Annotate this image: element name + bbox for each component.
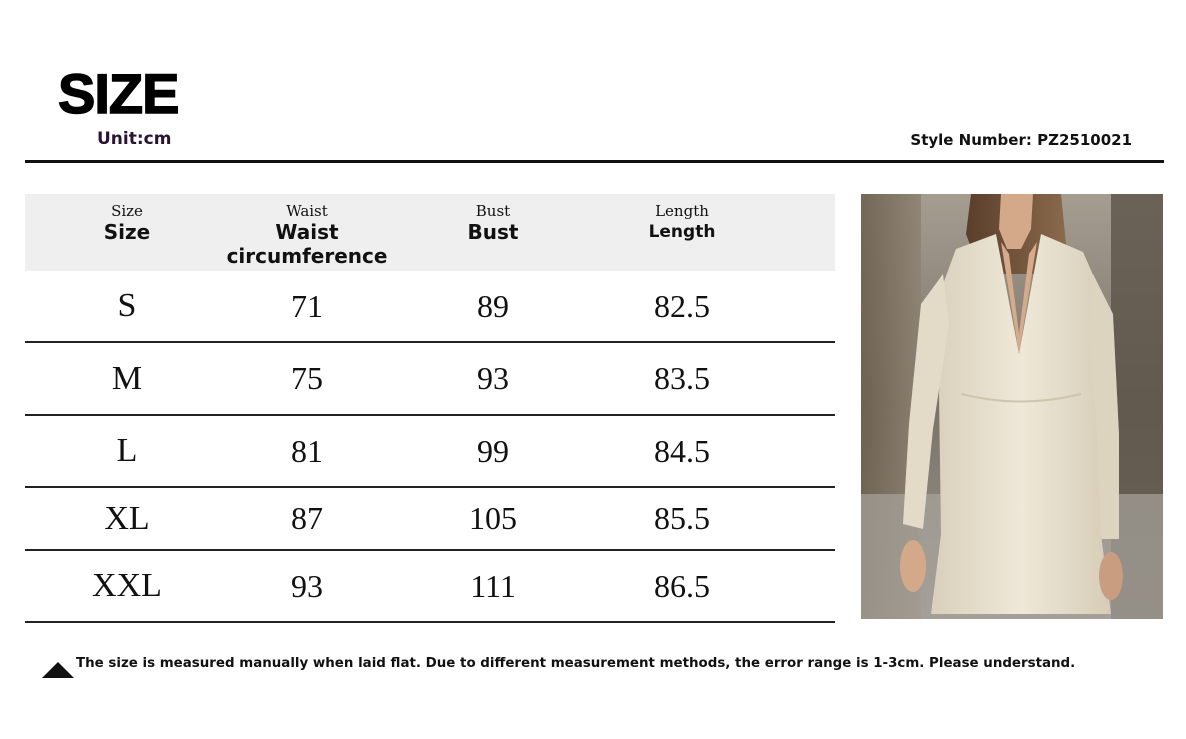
- table-row: [25, 488, 835, 551]
- cell-bust: 99: [477, 432, 509, 469]
- cell-waist: 71: [291, 287, 323, 324]
- note-text: The size is measured manually when laid flat. Due to different measurement methods, the error range is 1-3cm. Please understand.: [76, 655, 1076, 671]
- table-row: [25, 551, 835, 623]
- header-length-big: Length: [648, 222, 716, 242]
- table-header: [25, 194, 835, 271]
- cell-length: 84.5: [654, 432, 710, 469]
- table-row: [25, 271, 835, 343]
- cell-bust: 105: [469, 500, 517, 536]
- header-size-small: Size: [111, 202, 143, 220]
- size-table: [25, 194, 835, 623]
- header-length: [617, 194, 747, 271]
- cell-waist: 87: [291, 500, 323, 536]
- warning-triangle-icon: [42, 662, 74, 678]
- table-row: [25, 343, 835, 416]
- style-number: Style Number: PZ2510021: [910, 131, 1132, 149]
- header-waist-big: Waist circumference: [226, 220, 388, 268]
- cell-size: M: [111, 359, 143, 397]
- cell-size: S: [117, 287, 137, 324]
- header-length-small: Length: [655, 202, 709, 220]
- header-divider: [25, 160, 1164, 163]
- header-bust-small: Bust: [475, 202, 511, 220]
- cell-waist: 75: [291, 360, 323, 396]
- cell-length: 85.5: [654, 500, 710, 536]
- table-row: [25, 416, 835, 488]
- model-photo: [861, 194, 1163, 619]
- header-bust: [443, 194, 543, 271]
- cell-size: XL: [104, 499, 150, 537]
- page-title: SIZE: [58, 62, 179, 125]
- header-size-big: Size: [103, 220, 151, 244]
- cell-bust: 111: [470, 567, 516, 604]
- header-waist: [207, 194, 407, 271]
- header-size: [77, 194, 177, 271]
- cell-length: 83.5: [654, 360, 710, 396]
- cell-size: XXL: [92, 567, 162, 604]
- cell-waist: 93: [291, 567, 323, 604]
- header-bust-big: Bust: [467, 220, 519, 244]
- cell-waist: 81: [291, 432, 323, 469]
- header-waist-small: Waist: [286, 202, 328, 220]
- cell-size: L: [116, 432, 138, 469]
- cell-length: 82.5: [654, 287, 710, 324]
- measurement-note: [42, 648, 1075, 678]
- cell-bust: 89: [477, 287, 509, 324]
- cell-bust: 93: [477, 360, 509, 396]
- unit-label: Unit:cm: [97, 129, 172, 149]
- cell-length: 86.5: [654, 567, 710, 604]
